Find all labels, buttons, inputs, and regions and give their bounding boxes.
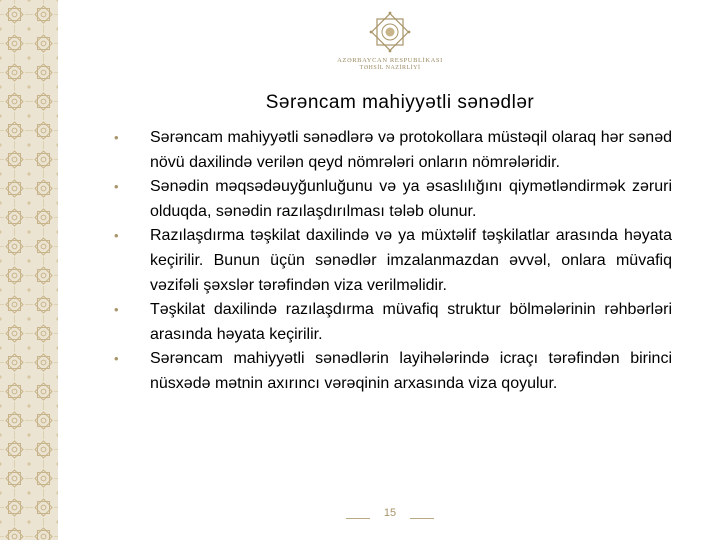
ministry-logo [320,10,460,71]
page-footer [340,506,440,526]
logo-text-ministry: TƏHSİL NAZİRLİYİ [359,65,421,71]
star-emblem-icon [368,10,412,54]
slide-title: Sərəncam mahiyyətli sənədlər [265,92,535,113]
bullet-marker: • [114,228,119,244]
bullet-item [114,347,672,396]
ornament-pattern [0,0,58,540]
logo-text-country: AZƏRBAYCAN RESPUBLİKASI [337,57,443,64]
bullet-item [114,224,672,298]
bullet-item [114,175,672,224]
page-number: 15 [383,507,397,519]
bullet-marker: • [114,302,119,318]
bullet-marker: • [114,130,119,145]
decorative-ornament-border [0,0,58,540]
bullet-text: Təşkilat daxilində razılaşdırma müvafiq struktur bölmələrinin rəhbərləri arasında həyata keçirilir. [150,301,672,343]
bullet-text: Razılaşdırma təşkilat daxilində və ya müxtəlif təşkilatlar arasında həyata keçirilir. Bunun üçün sənədlər imzalanmazdan əvvəl, onlara müvafiq vəzifəli şəxslər tərəfindən viza verilməlidir. [150,227,672,294]
footer-divider-right [410,518,434,519]
bullet-item [114,126,672,175]
bullet-marker: • [114,179,119,195]
bullet-marker: • [114,351,119,367]
bullet-text: Sərəncam mahiyyətli sənədlərə və protokollara müstəqil olaraq hər sənəd növü daxilində verilən qeyd nömrələri onların nömrələridir. [150,129,672,171]
bullet-text: Sənədin məqsədəuyğunluğunu və ya əsaslılığını qiymətləndirmək zəruri olduqda, sənədin razılaşdırılması tələb olunur. [150,178,672,220]
bullet-text: Sərəncam mahiyyətli sənədlərin layihələrində icraçı tərəfindən birinci nüsxədə mətnin axırıncı vərəqinin arxasında viza qoyulur. [150,350,672,392]
bullet-list [114,126,672,397]
bullet-item [114,298,672,347]
